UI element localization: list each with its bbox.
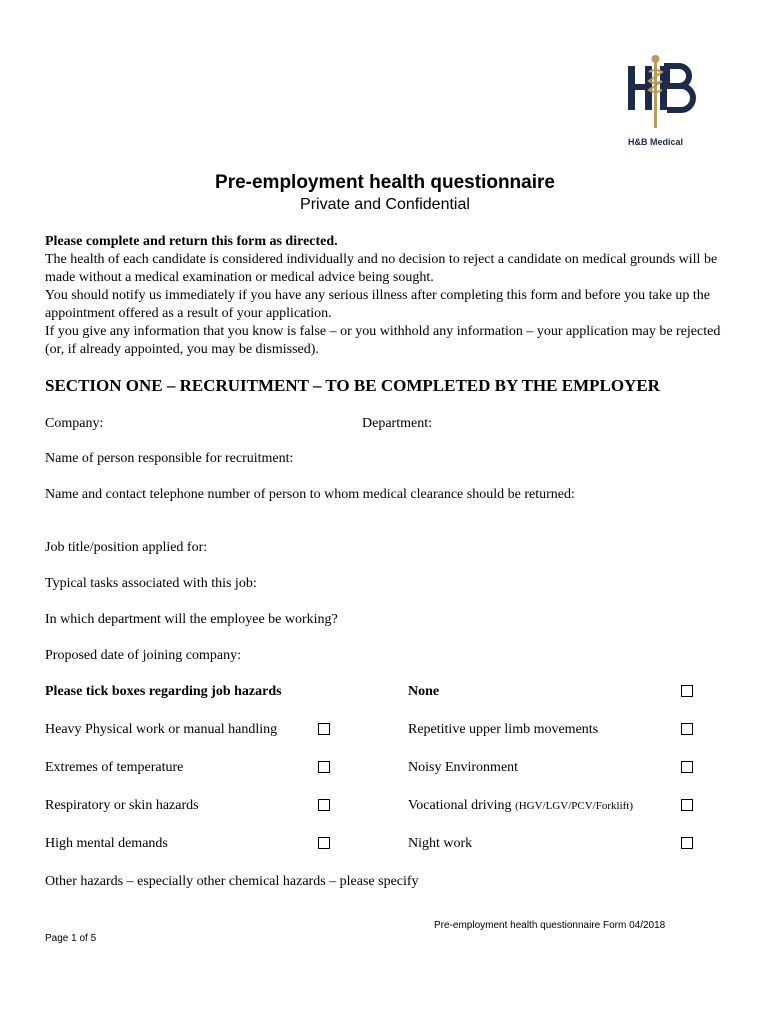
hazard-none-label: None xyxy=(408,684,440,699)
intro-paragraph-2: You should notify us immediately if you have any serious illness after completing this form and before you take up the appointment offered as a result of your application. xyxy=(45,288,711,321)
hazard-none-checkbox[interactable] xyxy=(681,685,693,701)
hazard-respiratory-label: Respiratory or skin hazards xyxy=(45,798,199,813)
intro-paragraph-3: If you give any information that you know is false – or you withhold any information – your application may be rejected (or, if already appointed, you may be dismissed). xyxy=(45,324,721,357)
intro-text xyxy=(45,233,735,359)
intro-instruction: Please complete and return this form as directed. xyxy=(45,234,338,249)
typical-tasks-label: Typical tasks associated with this job: xyxy=(45,576,257,591)
job-title-label: Job title/position applied for: xyxy=(45,540,208,555)
hazard-heavy-checkbox[interactable] xyxy=(318,723,330,739)
hazards-heading: Please tick boxes regarding job hazards xyxy=(45,684,282,699)
hazard-noisy-checkbox[interactable] xyxy=(681,761,693,777)
clearance-contact-label: Name and contact telephone number of person to whom medical clearance should be returned: xyxy=(45,487,575,502)
hazard-noisy-label: Noisy Environment xyxy=(408,760,519,775)
hazard-vocational-label xyxy=(408,798,633,814)
hazard-respiratory-checkbox[interactable] xyxy=(318,799,330,815)
recruitment-responsible-label: Name of person responsible for recruitment: xyxy=(45,451,294,466)
hazard-night-checkbox[interactable] xyxy=(681,837,693,853)
page-subtitle: Private and Confidential xyxy=(300,196,470,213)
hazard-vocational-detail: (HGV/LGV/PCV/Forklift) xyxy=(515,800,634,812)
department-label: Department: xyxy=(362,416,432,431)
hazard-repetitive-label: Repetitive upper limb movements xyxy=(408,722,599,737)
hazard-night-label: Night work xyxy=(408,836,473,851)
hazard-vocational-text: Vocational driving xyxy=(408,798,512,813)
other-hazards-label: Other hazards – especially other chemical hazards – please specify xyxy=(45,874,419,889)
section-one-heading: SECTION ONE – RECRUITMENT – TO BE COMPLETED BY THE EMPLOYER xyxy=(45,376,660,395)
hazard-heavy-label: Heavy Physical work or manual handling xyxy=(45,722,278,737)
hazard-temperature-label: Extremes of temperature xyxy=(45,760,184,775)
hazard-mental-label: High mental demands xyxy=(45,836,168,851)
joining-date-label: Proposed date of joining company: xyxy=(45,648,241,663)
company-label: Company: xyxy=(45,416,104,431)
hazard-repetitive-checkbox[interactable] xyxy=(681,723,693,739)
working-department-label: In which department will the employee be working? xyxy=(45,612,338,627)
logo-text: H&B Medical xyxy=(628,137,684,147)
page-number: Page 1 of 5 xyxy=(45,933,97,944)
hazard-temperature-checkbox[interactable] xyxy=(318,761,330,777)
intro-paragraph-1: The health of each candidate is considered individually and no decision to reject a candidate on medical grounds will be made without a medical examination or medical advice being sought. xyxy=(45,252,718,285)
hazard-vocational-checkbox[interactable] xyxy=(681,799,693,815)
form-reference: Pre-employment health questionnaire Form 04/2018 xyxy=(434,920,666,931)
hazard-mental-checkbox[interactable] xyxy=(318,837,330,853)
page-title: Pre-employment health questionnaire xyxy=(215,172,555,193)
